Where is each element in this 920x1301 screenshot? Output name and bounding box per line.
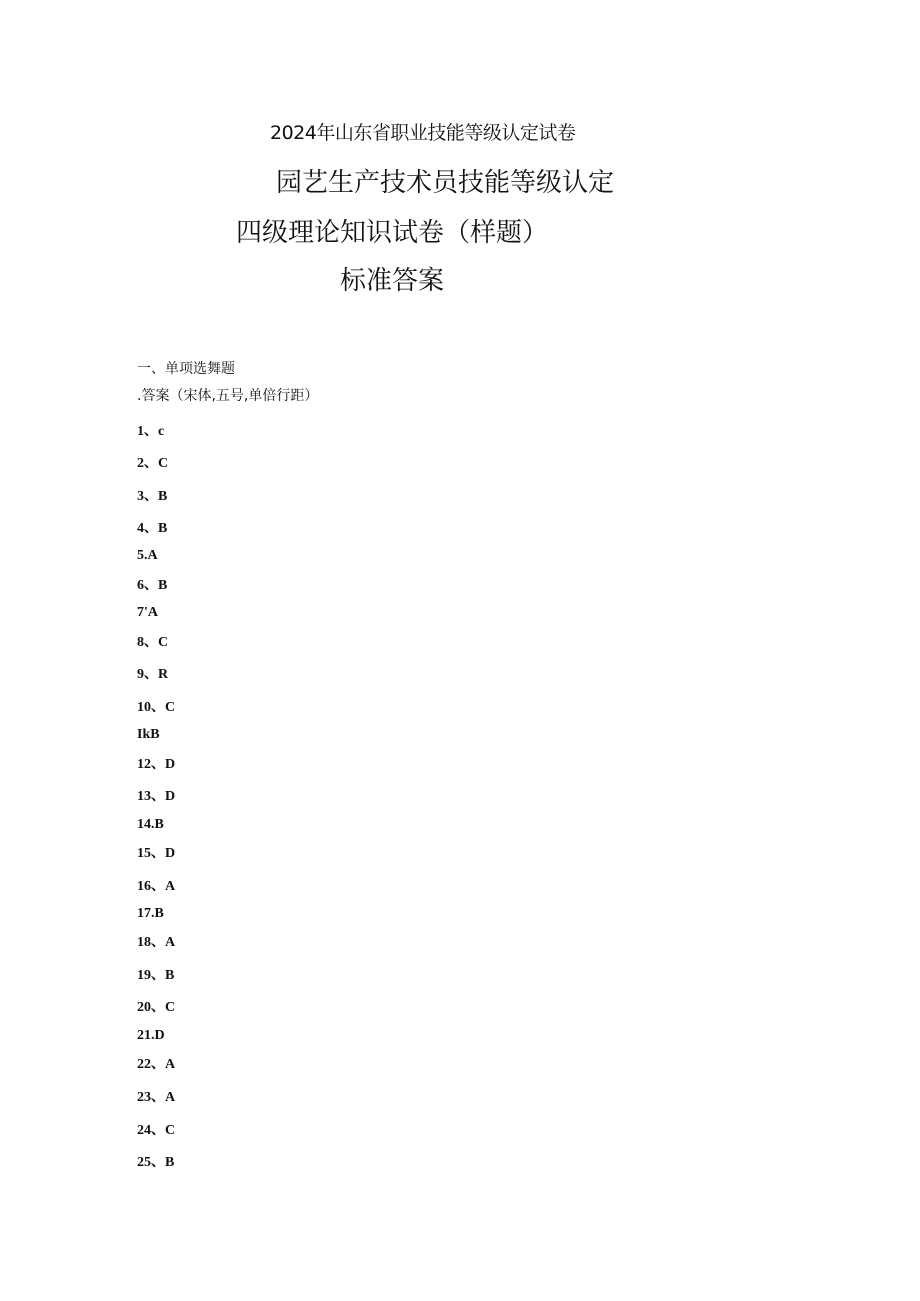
answer-item: 24、C xyxy=(137,1123,176,1138)
answer-item: 5.A xyxy=(137,548,158,563)
answer-item: 1、c xyxy=(137,424,165,439)
answer-item: IkB xyxy=(137,727,160,742)
answer-item: 6、B xyxy=(137,578,168,593)
answer-item: 17.B xyxy=(137,906,164,921)
answer-item: 20、C xyxy=(137,1000,176,1015)
answer-item: 21.D xyxy=(137,1028,165,1043)
answer-item: 14.B xyxy=(137,817,164,832)
answer-item: 3、B xyxy=(137,489,168,504)
answer-item: 10、C xyxy=(137,700,176,715)
answer-item: 19、B xyxy=(137,968,175,983)
answer-item: 9、R xyxy=(137,667,169,682)
section-heading: 一、单项选舞题 xyxy=(137,361,235,377)
answer-item: 8、C xyxy=(137,635,169,650)
format-note: .答案（宋体,五号,单倍行距） xyxy=(137,388,319,404)
answer-item: 23、A xyxy=(137,1090,176,1105)
exam-title-occupation: 园艺生产技术员技能等级认定 xyxy=(276,168,615,198)
answer-item: 22、A xyxy=(137,1057,176,1072)
answer-item: 7'A xyxy=(137,605,158,620)
answer-item: 2、C xyxy=(137,456,169,471)
exam-header-line: 2024年山东省职业技能等级认定试卷 xyxy=(270,122,576,144)
exam-title-answer-key: 标准答案 xyxy=(340,266,445,296)
answer-item: 4、B xyxy=(137,521,168,536)
answer-item: 16、A xyxy=(137,879,176,894)
answer-item: 12、D xyxy=(137,757,176,772)
answer-item: 15、D xyxy=(137,846,176,861)
exam-title-level: 四级理论知识试卷（样题） xyxy=(236,218,549,248)
answer-item: 13、D xyxy=(137,789,176,804)
answer-item: 25、B xyxy=(137,1155,175,1170)
answer-item: 18、A xyxy=(137,935,176,950)
